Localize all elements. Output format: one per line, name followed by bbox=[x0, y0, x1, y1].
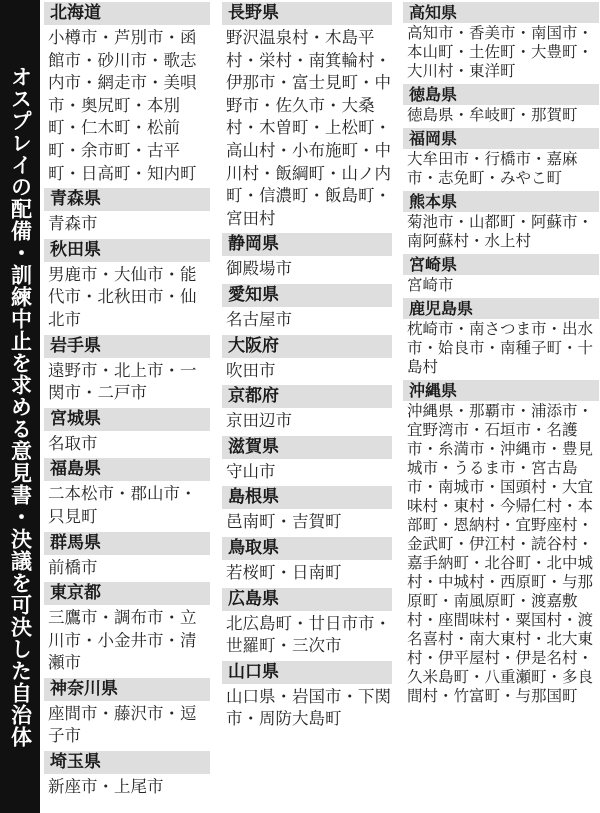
municipality-list: 邑南町・吉賀町 bbox=[226, 512, 342, 532]
municipality-list: 高知市・香美市・南国市・本山町・土佐町・大豊町・大川村・東洋町 bbox=[407, 24, 594, 80]
municipality-list: 菊池市・山都町・阿蘇市・南阿蘇村・水上村 bbox=[407, 213, 594, 250]
prefecture-section bbox=[222, 588, 392, 659]
prefecture-name: 群馬県 bbox=[44, 532, 210, 555]
prefecture-section bbox=[222, 284, 392, 333]
prefecture-section bbox=[403, 254, 599, 296]
municipality-list: 男鹿市・大仙市・能代市・北秋田市・仙北市 bbox=[48, 264, 197, 329]
prefecture-section bbox=[44, 408, 210, 457]
municipality-list: 野沢温泉村・木島平村・栄村・南箕輪村・伊那市・富士見町・中野市・佐久市・大桑村・木曽町・上松町・高山村・小布施町・中川村・飯綱町・山ノ内町・信濃町・飯島町・宮田村 bbox=[226, 28, 391, 228]
prefecture-section bbox=[222, 385, 392, 434]
prefecture-name: 宮城県 bbox=[44, 408, 210, 431]
prefecture-section bbox=[403, 2, 599, 82]
prefecture-name: 青森県 bbox=[44, 188, 210, 211]
municipality-list: 二本松市・郡山市・只見町 bbox=[48, 484, 197, 526]
municipality-list: 小樽市・芦別市・函館市・砂川市・歌志内市・網走市・美唄市・奥尻町・本別町・仁木町・松前町・余市町・古平町・日高町・知内町 bbox=[48, 28, 197, 183]
prefecture-name: 静岡県 bbox=[222, 233, 392, 256]
prefecture-name: 福島県 bbox=[44, 458, 210, 481]
prefecture-section bbox=[44, 2, 210, 186]
prefecture-section bbox=[222, 2, 392, 231]
prefecture-name: 福岡県 bbox=[403, 128, 599, 149]
prefecture-section bbox=[222, 335, 392, 384]
prefecture-section bbox=[222, 436, 392, 485]
column-1 bbox=[44, 2, 210, 800]
prefecture-name: 秋田県 bbox=[44, 239, 210, 262]
vertical-title-bar bbox=[0, 0, 40, 813]
prefecture-section bbox=[44, 239, 210, 333]
municipality-list: 守山市 bbox=[226, 461, 276, 481]
prefecture-name: 熊本県 bbox=[403, 191, 599, 212]
municipality-list: 宮崎市 bbox=[407, 276, 454, 294]
municipality-list: 青森市 bbox=[48, 214, 98, 234]
prefecture-section bbox=[44, 335, 210, 406]
prefecture-section bbox=[44, 678, 210, 749]
prefecture-section bbox=[403, 380, 599, 707]
prefecture-name: 愛知県 bbox=[222, 284, 392, 307]
municipality-list: 座間市・藤沢市・逗子市 bbox=[48, 703, 197, 746]
municipality-list: 吹田市 bbox=[226, 360, 276, 380]
prefecture-name: 宮崎県 bbox=[403, 254, 599, 275]
page-title: オスプレイの配備・訓練中止を求める意見書・決議を可決した自治体 bbox=[8, 65, 33, 748]
municipality-list: 遠野市・北上市・一関市・二戸市 bbox=[48, 360, 197, 403]
prefecture-section bbox=[44, 188, 210, 237]
column-3 bbox=[403, 2, 599, 707]
municipality-list: 名取市 bbox=[48, 433, 98, 453]
prefecture-name: 鹿児島県 bbox=[403, 298, 599, 319]
prefecture-name: 岩手県 bbox=[44, 335, 210, 358]
prefecture-name: 広島県 bbox=[222, 588, 392, 611]
prefecture-name: 山口県 bbox=[222, 661, 392, 684]
prefecture-name: 北海道 bbox=[44, 2, 210, 25]
prefecture-name: 長野県 bbox=[222, 2, 392, 25]
prefecture-name: 高知県 bbox=[403, 2, 599, 23]
prefecture-name: 埼玉県 bbox=[44, 751, 210, 774]
municipality-list: 前橋市 bbox=[48, 557, 98, 577]
prefecture-section bbox=[44, 751, 210, 800]
municipality-list: 山口県・岩国市・下関市・周防大島町 bbox=[226, 686, 391, 729]
prefecture-name: 島根県 bbox=[222, 486, 392, 509]
prefecture-name: 徳島県 bbox=[403, 84, 599, 105]
prefecture-name: 滋賀県 bbox=[222, 436, 392, 459]
municipality-list: 三鷹市・調布市・立川市・小金井市・清瀬市 bbox=[48, 608, 197, 673]
municipality-list: 大牟田市・行橋市・嘉麻市・志免町・みやこ町 bbox=[407, 150, 578, 187]
prefecture-section bbox=[403, 128, 599, 189]
prefecture-section bbox=[44, 532, 210, 581]
prefecture-name: 鳥取県 bbox=[222, 537, 392, 560]
prefecture-name: 神奈川県 bbox=[44, 678, 210, 701]
prefecture-section bbox=[403, 84, 599, 126]
column-2 bbox=[222, 2, 392, 732]
municipality-list: 名古屋市 bbox=[226, 309, 292, 329]
prefecture-section bbox=[403, 191, 599, 252]
municipality-list: 御殿場市 bbox=[226, 259, 292, 279]
prefecture-section bbox=[222, 233, 392, 282]
municipality-list: 若桜町・日南町 bbox=[226, 562, 342, 582]
municipality-list: 北広島町・廿日市市・世羅町・三次市 bbox=[226, 613, 391, 656]
municipality-list: 沖縄県・那覇市・浦添市・宜野湾市・石垣市・名護市・糸満市・沖縄市・豊見城市・うるま市・宮古島市・南城市・国頭村・大宜味村・東村・今帰仁村・本部町・恩納村・宜野座村・金武町・伊江村・読谷村・嘉手納町・北谷町・北中城村・中城村・西原町・与那原町・南風原町・渡嘉敷村・座間味村・粟国村・渡名喜村・南大東村・北大東村・伊平屋村・伊是名村・久米島町・八重瀬町・多良間村・竹富町・与那国町 bbox=[407, 402, 594, 705]
prefecture-section bbox=[222, 486, 392, 535]
prefecture-section bbox=[44, 458, 210, 529]
municipality-list: 新座市・上尾市 bbox=[48, 777, 164, 797]
prefecture-section bbox=[44, 582, 210, 676]
prefecture-section bbox=[222, 661, 392, 732]
prefecture-name: 大阪府 bbox=[222, 335, 392, 358]
prefecture-name: 沖縄県 bbox=[403, 380, 599, 401]
prefecture-section bbox=[403, 298, 599, 378]
prefecture-section bbox=[222, 537, 392, 586]
municipality-list: 徳島県・牟岐町・那賀町 bbox=[407, 106, 578, 124]
municipality-list: 枕崎市・南さつま市・出水市・姶良市・南種子町・十島村 bbox=[407, 320, 594, 376]
municipality-list: 京田辺市 bbox=[226, 411, 292, 431]
prefecture-name: 東京都 bbox=[44, 582, 210, 605]
prefecture-name: 京都府 bbox=[222, 385, 392, 408]
